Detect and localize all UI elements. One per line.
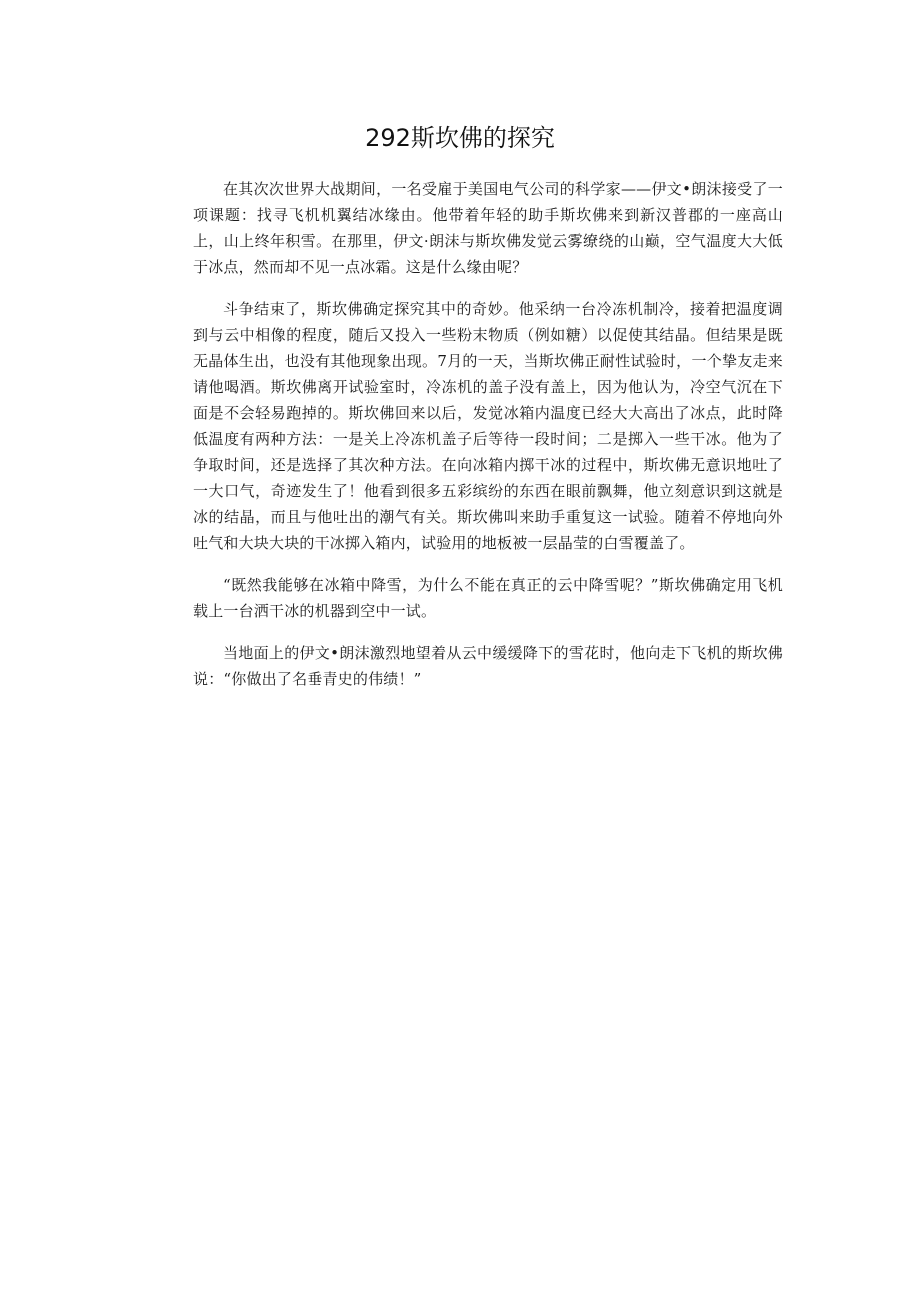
document-body (193, 176, 783, 708)
document-title: 292斯坎佛的探究 (365, 124, 555, 152)
paragraph-2: 斗争结束了，斯坎佛确定探究其中的奇妙。他采纳一台冷冻机制冷，接着把温度调到与云中相像的程度，随后又投入一些粉末物质（例如糖）以促使其结晶。但结果是既无晶体生出，也没有其他现象出现。7月的一天，当斯坎佛正耐性试验时，一个挚友走来请他喝酒。斯坎佛离开试验室时，冷冻机的盖子没有盖上，因为他认为，冷空气沉在下面是不会轻易跑掉的。斯坎佛回来以后，发觉冰箱内温度已经大大高出了冰点，此时降低温度有两种方法：一是关上冷冻机盖子后等待一段时间；二是掷入一些干冰。他为了争取时间，还是选择了其次种方法。在向冰箱内掷干冰的过程中，斯坎佛无意识地吐了一大口气，奇迹发生了！他看到很多五彩缤纷的东西在眼前飘舞，他立刻意识到这就是冰的结晶，而且与他吐出的潮气有关。斯坎佛叫来助手重复这一试验。随着不停地向外吐气和大块大块的干冰掷入箱内，试验用的地板被一层晶莹的白雪覆盖了。 (193, 300, 783, 552)
paragraph-4: 当地面上的伊文•朗沫激烈地望着从云中缓缓降下的雪花时，他向走下飞机的斯坎佛说：“你做出了名垂青史的伟绩！” (193, 644, 783, 688)
paragraph-1: 在其次次世界大战期间，一名受雇于美国电气公司的科学家——伊文•朗沫接受了一项课题：找寻飞机机翼结冰缘由。他带着年轻的助手斯坎佛来到新汉普郡的一座高山上，山上终年积雪。在那里，伊文·朗沫与斯坎佛发觉云雾缭绕的山巅，空气温度大大低于冰点，然而却不见一点冰霜。这是什么缘由呢？ (193, 180, 783, 276)
paragraph-3: “既然我能够在冰箱中降雪，为什么不能在真正的云中降雪呢？”斯坎佛确定用飞机载上一台洒干冰的机器到空中一试。 (193, 576, 783, 620)
